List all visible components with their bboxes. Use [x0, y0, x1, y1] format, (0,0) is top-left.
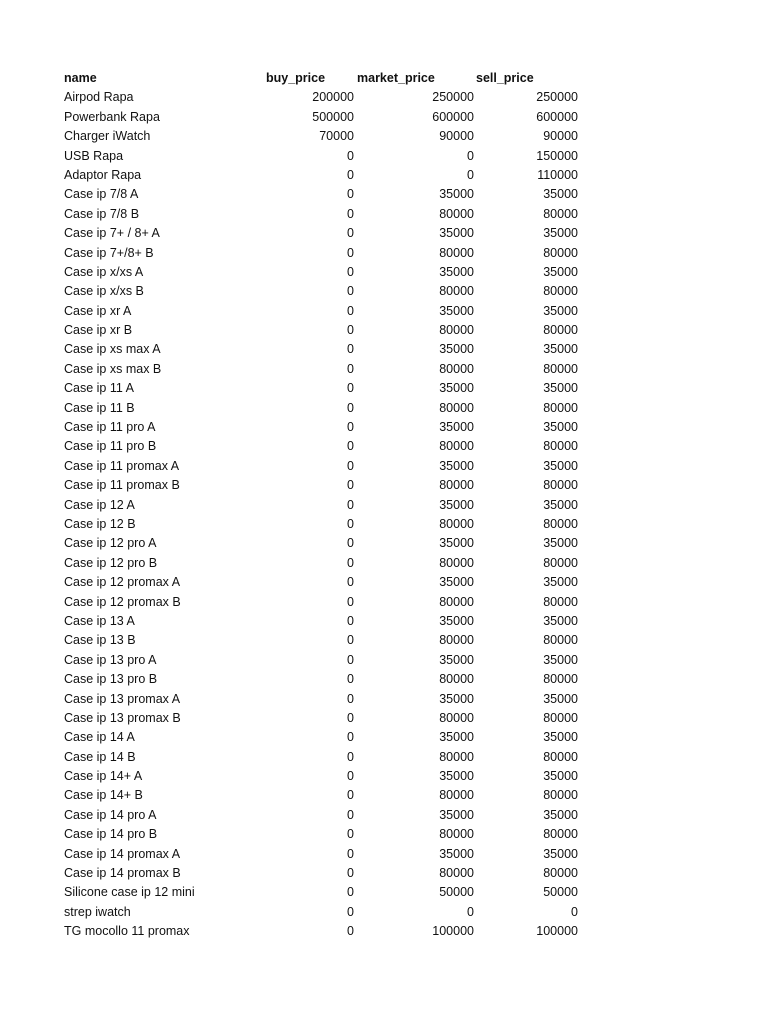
cell-buy-price: 0	[347, 904, 354, 919]
cell-buy-price: 0	[347, 691, 354, 706]
cell-buy-price: 0	[347, 361, 354, 376]
cell-sell-price: 35000	[543, 730, 578, 745]
cell-sell-price: 35000	[543, 613, 578, 628]
cell-market-price: 600000	[432, 109, 474, 124]
cell-buy-price: 0	[347, 187, 354, 202]
table-row	[64, 205, 584, 224]
cell-name: Case ip 11 promax A	[64, 458, 180, 473]
table-row	[64, 515, 584, 534]
cell-sell-price: 35000	[543, 420, 578, 435]
cell-market-price: 80000	[439, 323, 474, 338]
cell-market-price: 35000	[439, 303, 474, 318]
cell-sell-price: 50000	[543, 885, 578, 900]
table-row	[64, 670, 584, 689]
cell-market-price: 35000	[439, 846, 474, 861]
cell-name: Case ip 12 promax A	[64, 575, 181, 590]
cell-market-price: 35000	[439, 458, 474, 473]
table-row	[64, 224, 584, 243]
cell-buy-price: 0	[347, 303, 354, 318]
cell-sell-price: 35000	[543, 769, 578, 784]
cell-market-price: 35000	[439, 575, 474, 590]
cell-name: Case ip 14 B	[64, 749, 136, 764]
cell-sell-price: 35000	[543, 303, 578, 318]
table-row	[64, 903, 584, 922]
cell-sell-price: 35000	[543, 575, 578, 590]
table-row	[64, 845, 584, 864]
cell-name: Case ip 14+ B	[64, 788, 143, 803]
table-row	[64, 88, 584, 107]
cell-name: Case ip 7+/8+ B	[64, 245, 154, 260]
cell-market-price: 35000	[439, 381, 474, 396]
cell-buy-price: 0	[347, 536, 354, 551]
cell-market-price: 0	[467, 904, 474, 919]
cell-buy-price: 0	[347, 769, 354, 784]
cell-market-price: 35000	[439, 264, 474, 279]
cell-name: Case ip x/xs B	[64, 284, 144, 299]
cell-buy-price: 0	[347, 264, 354, 279]
cell-name: Case ip 13 pro A	[64, 652, 157, 667]
table-row	[64, 360, 584, 379]
cell-market-price: 0	[467, 167, 474, 182]
cell-sell-price: 35000	[543, 807, 578, 822]
cell-market-price: 80000	[439, 672, 474, 687]
table-row	[64, 340, 584, 359]
cell-buy-price: 0	[347, 167, 354, 182]
cell-buy-price: 0	[347, 555, 354, 570]
cell-buy-price: 0	[347, 710, 354, 725]
cell-market-price: 80000	[439, 439, 474, 454]
cell-name: Silicone case ip 12 mini	[64, 885, 195, 900]
cell-sell-price: 100000	[536, 924, 578, 939]
cell-sell-price: 80000	[543, 439, 578, 454]
table-row	[64, 573, 584, 592]
cell-buy-price: 0	[347, 439, 354, 454]
cell-buy-price: 0	[347, 381, 354, 396]
cell-name: Airpod Rapa	[64, 90, 134, 105]
table-row	[64, 302, 584, 321]
table-row	[64, 786, 584, 805]
cell-market-price: 80000	[439, 594, 474, 609]
cell-buy-price: 0	[347, 924, 354, 939]
cell-buy-price: 0	[347, 400, 354, 415]
cell-name: Case ip xs max B	[64, 361, 162, 376]
column-header-market-price: market_price	[357, 71, 435, 85]
cell-market-price: 80000	[439, 361, 474, 376]
cell-buy-price: 0	[347, 575, 354, 590]
cell-market-price: 50000	[439, 885, 474, 900]
table-row	[64, 864, 584, 883]
cell-name: Case ip 13 promax B	[64, 710, 181, 725]
cell-name: USB Rapa	[64, 148, 124, 163]
cell-name: Case ip xs max A	[64, 342, 161, 357]
cell-market-price: 35000	[439, 652, 474, 667]
cell-sell-price: 80000	[543, 866, 578, 881]
table-row	[64, 767, 584, 786]
cell-buy-price: 0	[347, 458, 354, 473]
cell-market-price: 35000	[439, 769, 474, 784]
cell-buy-price: 0	[347, 478, 354, 493]
cell-market-price: 35000	[439, 613, 474, 628]
cell-buy-price: 0	[347, 827, 354, 842]
cell-buy-price: 0	[347, 633, 354, 648]
table-row	[64, 147, 584, 166]
table-row	[64, 825, 584, 844]
cell-name: Case ip xr B	[64, 323, 133, 338]
cell-sell-price: 35000	[543, 226, 578, 241]
table-row	[64, 437, 584, 456]
cell-name: Case ip 14 A	[64, 730, 135, 745]
table-row	[64, 728, 584, 747]
cell-name: Case ip 14 pro B	[64, 827, 158, 842]
cell-sell-price: 80000	[543, 710, 578, 725]
cell-market-price: 80000	[439, 400, 474, 415]
cell-sell-price: 35000	[543, 458, 578, 473]
cell-name: Case ip 7/8 B	[64, 206, 140, 221]
cell-sell-price: 80000	[543, 749, 578, 764]
table-row	[64, 244, 584, 263]
cell-name: Adaptor Rapa	[64, 167, 142, 182]
cell-sell-price: 80000	[543, 361, 578, 376]
cell-name: Case ip 13 A	[64, 613, 135, 628]
cell-buy-price: 0	[347, 788, 354, 803]
cell-sell-price: 90000	[543, 129, 578, 144]
cell-market-price: 80000	[439, 555, 474, 570]
cell-buy-price: 0	[347, 730, 354, 745]
cell-name: Case ip 12 promax B	[64, 594, 181, 609]
table-row	[64, 631, 584, 650]
cell-name: Case ip 12 B	[64, 516, 136, 531]
cell-name: Case ip 14+ A	[64, 769, 143, 784]
cell-sell-price: 80000	[543, 672, 578, 687]
cell-name: Case ip 13 promax A	[64, 691, 181, 706]
cell-sell-price: 80000	[543, 555, 578, 570]
cell-sell-price: 35000	[543, 342, 578, 357]
cell-market-price: 80000	[439, 710, 474, 725]
cell-buy-price: 0	[347, 323, 354, 338]
cell-name: Case ip 7+ / 8+ A	[64, 226, 160, 241]
cell-market-price: 35000	[439, 226, 474, 241]
cell-market-price: 90000	[439, 129, 474, 144]
cell-sell-price: 80000	[543, 516, 578, 531]
cell-buy-price: 0	[347, 497, 354, 512]
table-row	[64, 282, 584, 301]
cell-buy-price: 0	[347, 807, 354, 822]
cell-market-price: 80000	[439, 516, 474, 531]
cell-sell-price: 35000	[543, 846, 578, 861]
cell-name: TG mocollo 11 promax	[64, 924, 190, 939]
cell-name: Case ip 11 A	[64, 381, 134, 396]
cell-name: Case ip 11 promax B	[64, 478, 180, 493]
cell-sell-price: 80000	[543, 323, 578, 338]
table-row	[64, 108, 584, 127]
cell-market-price: 100000	[432, 924, 474, 939]
column-header-buy-price: buy_price	[266, 71, 326, 85]
cell-buy-price: 0	[347, 516, 354, 531]
cell-sell-price: 80000	[543, 594, 578, 609]
cell-buy-price: 0	[347, 284, 354, 299]
table-row	[64, 883, 584, 902]
cell-market-price: 35000	[439, 730, 474, 745]
table-row	[64, 593, 584, 612]
table-row	[64, 399, 584, 418]
table-row	[64, 709, 584, 728]
cell-buy-price: 0	[347, 420, 354, 435]
cell-buy-price: 0	[347, 342, 354, 357]
cell-sell-price: 35000	[543, 187, 578, 202]
cell-sell-price: 80000	[543, 827, 578, 842]
cell-name: Powerbank Rapa	[64, 109, 160, 124]
table-row	[64, 651, 584, 670]
table-row	[64, 922, 584, 941]
table-row	[64, 806, 584, 825]
cell-market-price: 80000	[439, 749, 474, 764]
cell-name: Case ip 12 pro B	[64, 555, 158, 570]
cell-name: Case ip 13 pro B	[64, 672, 158, 687]
cell-sell-price: 80000	[543, 284, 578, 299]
cell-market-price: 80000	[439, 478, 474, 493]
cell-sell-price: 80000	[543, 788, 578, 803]
cell-sell-price: 80000	[543, 633, 578, 648]
cell-sell-price: 600000	[536, 109, 578, 124]
cell-market-price: 80000	[439, 206, 474, 221]
price-table	[64, 69, 584, 942]
cell-buy-price: 0	[347, 206, 354, 221]
table-row	[64, 379, 584, 398]
table-body	[64, 88, 584, 941]
table-row	[64, 476, 584, 495]
cell-sell-price: 80000	[543, 400, 578, 415]
table-header-row	[64, 69, 584, 88]
cell-buy-price: 0	[347, 749, 354, 764]
cell-sell-price: 35000	[543, 264, 578, 279]
cell-buy-price: 200000	[312, 90, 354, 105]
cell-sell-price: 150000	[536, 148, 578, 163]
cell-sell-price: 35000	[543, 381, 578, 396]
table-row	[64, 321, 584, 340]
table-row	[64, 612, 584, 631]
cell-buy-price: 0	[347, 245, 354, 260]
cell-name: Charger iWatch	[64, 129, 151, 144]
cell-buy-price: 0	[347, 594, 354, 609]
cell-market-price: 250000	[432, 90, 474, 105]
cell-buy-price: 0	[347, 226, 354, 241]
cell-name: Case ip x/xs A	[64, 264, 144, 279]
cell-name: Case ip 11 pro B	[64, 439, 157, 454]
table-row	[64, 418, 584, 437]
cell-market-price: 35000	[439, 187, 474, 202]
cell-sell-price: 35000	[543, 691, 578, 706]
table-row	[64, 185, 584, 204]
cell-name: strep iwatch	[64, 904, 131, 919]
cell-market-price: 0	[467, 148, 474, 163]
cell-market-price: 35000	[439, 807, 474, 822]
cell-name: Case ip 14 pro A	[64, 807, 157, 822]
cell-sell-price: 80000	[543, 478, 578, 493]
cell-name: Case ip 12 A	[64, 497, 135, 512]
cell-name: Case ip 11 B	[64, 400, 135, 415]
cell-market-price: 80000	[439, 284, 474, 299]
cell-sell-price: 35000	[543, 652, 578, 667]
cell-name: Case ip xr A	[64, 303, 132, 318]
cell-market-price: 80000	[439, 633, 474, 648]
cell-name: Case ip 13 B	[64, 633, 136, 648]
cell-sell-price: 110000	[537, 167, 578, 182]
cell-buy-price: 500000	[312, 109, 354, 124]
cell-name: Case ip 14 promax A	[64, 846, 181, 861]
cell-buy-price: 0	[347, 652, 354, 667]
table-row	[64, 263, 584, 282]
table-row	[64, 166, 584, 185]
table-row	[64, 127, 584, 146]
column-header-name: name	[64, 71, 97, 85]
cell-sell-price: 0	[571, 904, 578, 919]
cell-sell-price: 35000	[543, 536, 578, 551]
cell-buy-price: 0	[347, 613, 354, 628]
table-row	[64, 534, 584, 553]
cell-market-price: 35000	[439, 342, 474, 357]
table-row	[64, 690, 584, 709]
cell-buy-price: 0	[347, 148, 354, 163]
cell-market-price: 80000	[439, 788, 474, 803]
cell-market-price: 35000	[439, 536, 474, 551]
cell-market-price: 80000	[439, 245, 474, 260]
table-row	[64, 457, 584, 476]
cell-name: Case ip 11 pro A	[64, 420, 156, 435]
cell-name: Case ip 7/8 A	[64, 187, 139, 202]
cell-sell-price: 35000	[543, 497, 578, 512]
cell-buy-price: 70000	[319, 129, 354, 144]
cell-sell-price: 250000	[536, 90, 578, 105]
cell-market-price: 35000	[439, 691, 474, 706]
cell-sell-price: 80000	[543, 206, 578, 221]
cell-market-price: 80000	[439, 827, 474, 842]
cell-buy-price: 0	[347, 885, 354, 900]
cell-sell-price: 80000	[543, 245, 578, 260]
cell-buy-price: 0	[347, 866, 354, 881]
cell-market-price: 35000	[439, 497, 474, 512]
cell-market-price: 35000	[439, 420, 474, 435]
table-row	[64, 748, 584, 767]
table-row	[64, 496, 584, 515]
column-header-sell-price: sell_price	[476, 71, 534, 85]
cell-market-price: 80000	[439, 866, 474, 881]
table-row	[64, 554, 584, 573]
cell-name: Case ip 12 pro A	[64, 536, 157, 551]
cell-buy-price: 0	[347, 846, 354, 861]
cell-buy-price: 0	[347, 672, 354, 687]
cell-name: Case ip 14 promax B	[64, 866, 181, 881]
